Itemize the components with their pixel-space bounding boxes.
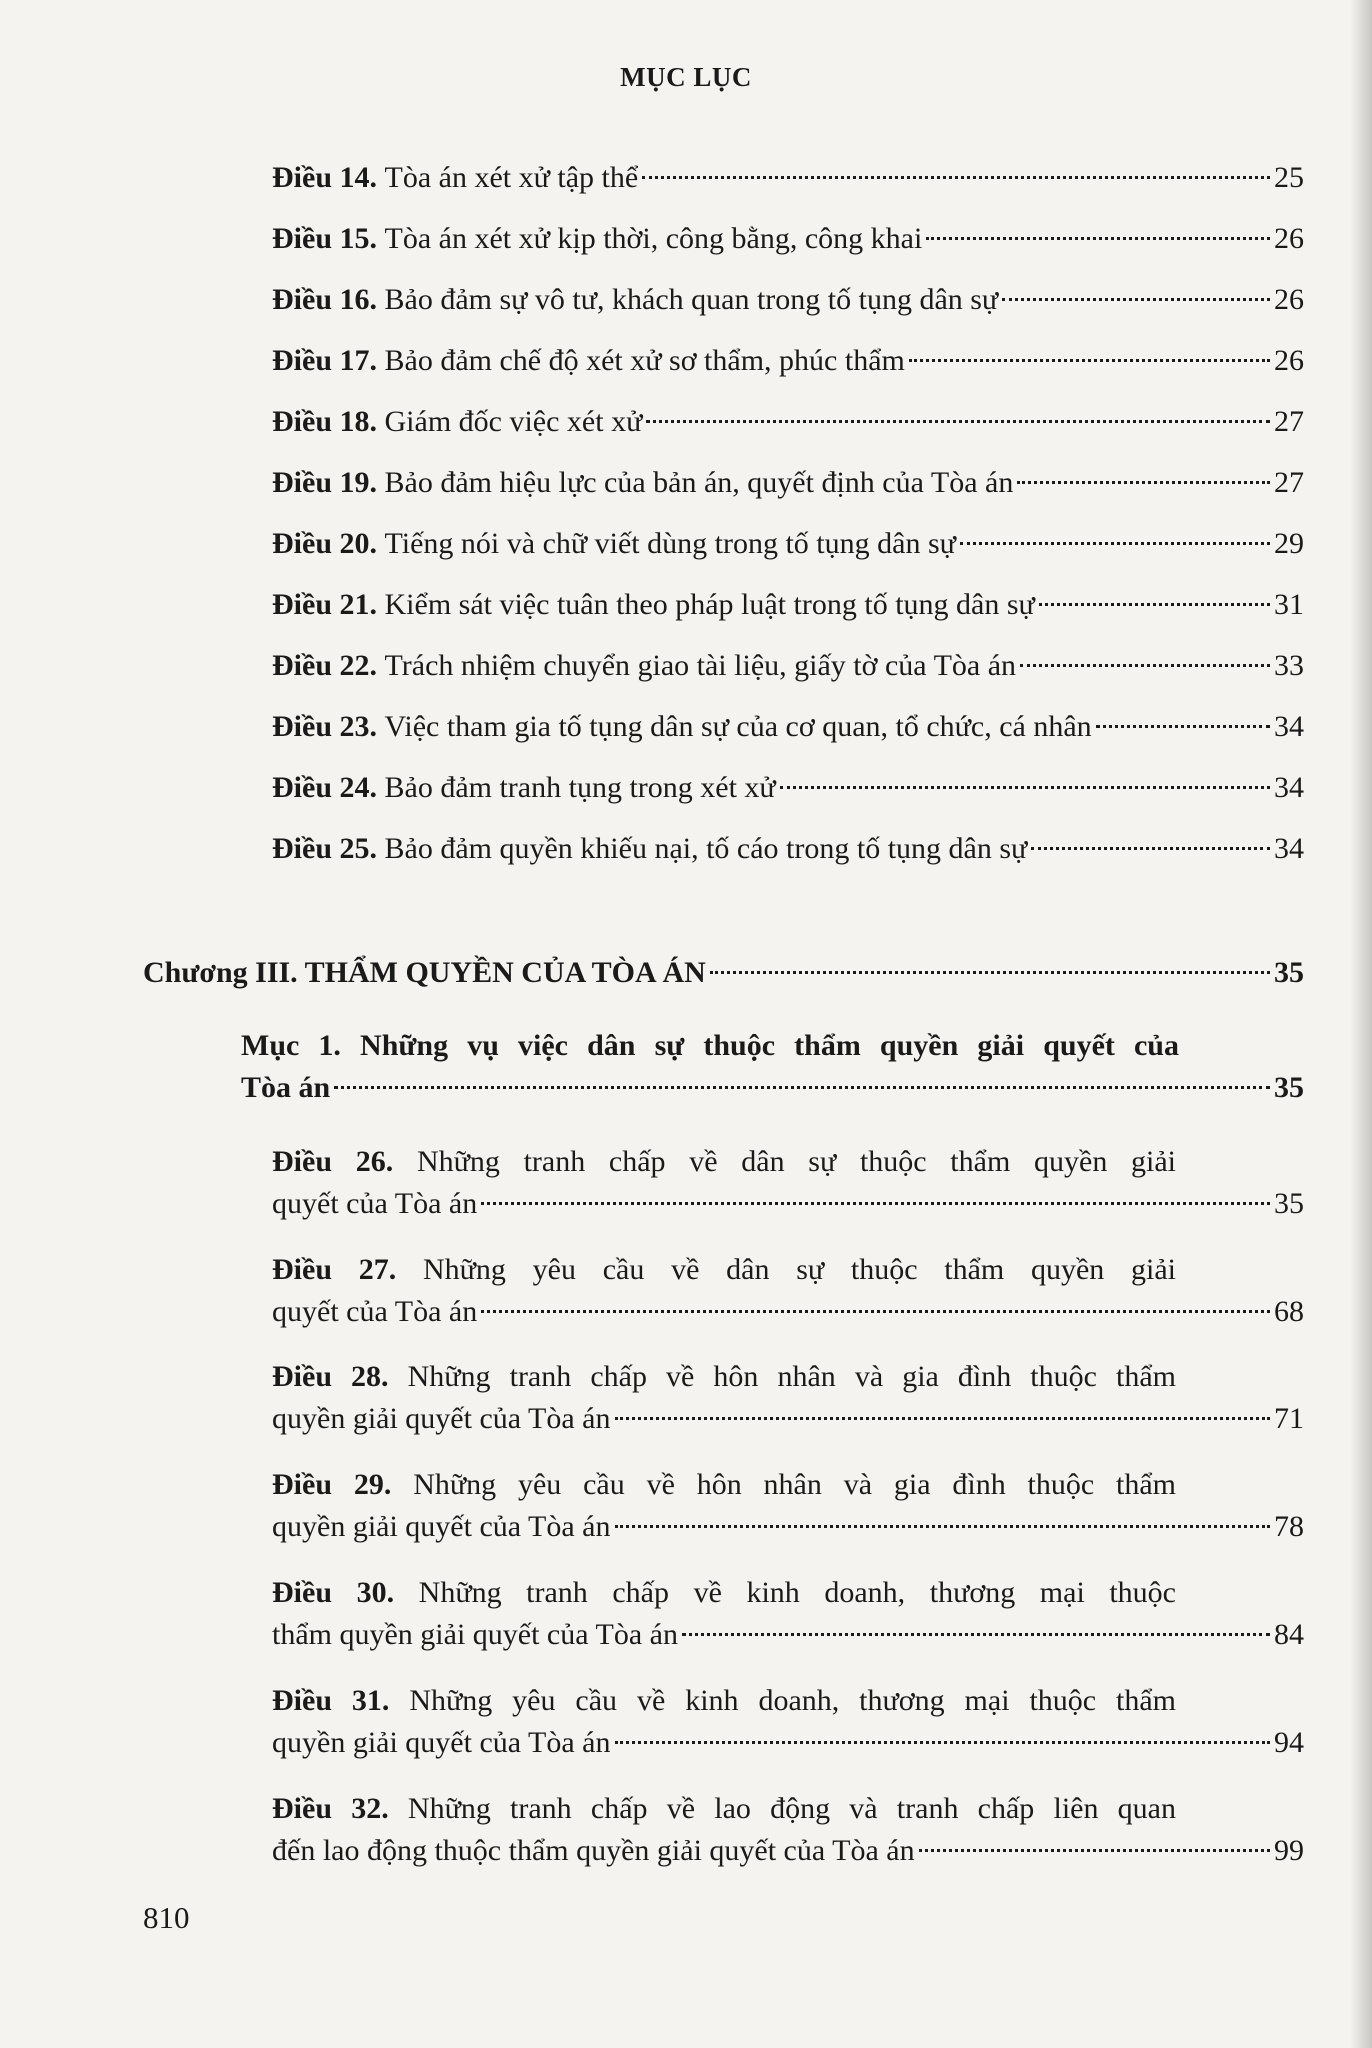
toc-entry [272, 1356, 1304, 1440]
entry-page: 99 [1274, 1834, 1304, 1867]
toc-entry [272, 221, 1304, 257]
dot-leader [710, 971, 1270, 974]
dot-leader [1039, 603, 1270, 606]
toc-entry [272, 160, 1304, 196]
entry-page: 27 [1274, 466, 1304, 499]
page-number: 810 [143, 1900, 190, 1935]
dot-leader [1017, 481, 1270, 484]
entry-label: Điều 28. [272, 1360, 389, 1393]
entry-text: Giám đốc việc xét xử [384, 405, 643, 438]
dot-leader [1002, 298, 1270, 301]
entry-page: 34 [1274, 710, 1304, 743]
entry-label: Điều 23. [272, 710, 377, 743]
entry-label: Điều 32. [272, 1792, 389, 1825]
toc-entry [272, 1572, 1304, 1656]
dot-leader [642, 176, 1270, 179]
entry-text-line2: quyết của Tòa án [272, 1295, 478, 1328]
dot-leader [1031, 847, 1270, 850]
entry-page: 31 [1274, 588, 1304, 621]
entry-text-line2: đến lao động thuộc thẩm quyền giải quyết của Tòa án [272, 1834, 915, 1867]
toc-entry [272, 1249, 1304, 1333]
dot-leader [960, 542, 1270, 545]
entry-text: Trách nhiệm chuyển giao tài liệu, giấy tờ của Tòa án [384, 649, 1017, 682]
chapter-heading [143, 955, 1304, 991]
entry-page: 26 [1274, 283, 1304, 316]
entry-page: 35 [1274, 1187, 1304, 1220]
dot-leader [1020, 664, 1270, 667]
entry-label: Điều 22. [272, 649, 377, 682]
dot-leader [481, 1310, 1270, 1313]
entry-text-line2: quyết của Tòa án [272, 1187, 478, 1220]
entry-text-line2: thẩm quyền giải quyết của Tòa án [272, 1618, 678, 1651]
entry-page: 34 [1274, 832, 1304, 865]
chapter-title: Chương III. THẨM QUYỀN CỦA TÒA ÁN [143, 956, 706, 989]
entry-text-line1: Những yêu cầu về hôn nhân và gia đình thuộc thẩm [413, 1468, 1176, 1501]
dot-leader [615, 1525, 1271, 1528]
entry-page: 68 [1274, 1295, 1304, 1328]
section-title-line1: Mục 1. Những vụ việc dân sự thuộc thẩm quyền giải quyết của [241, 1029, 1179, 1062]
entry-page: 25 [1274, 161, 1304, 194]
entry-label: Điều 20. [272, 527, 377, 560]
toc-entry [272, 343, 1304, 379]
entry-label: Điều 30. [272, 1576, 395, 1609]
entry-label: Điều 31. [272, 1684, 390, 1717]
entry-page: 34 [1274, 771, 1304, 804]
entry-text: Tòa án xét xử tập thể [384, 161, 639, 194]
toc-entry [272, 1464, 1304, 1548]
entry-text-line2: quyền giải quyết của Tòa án [272, 1510, 611, 1543]
section-page: 35 [1274, 1071, 1304, 1104]
entry-text-line1: Những tranh chấp về lao động và tranh chấp liên quan [407, 1792, 1176, 1825]
section-heading [241, 1025, 1304, 1109]
entry-text: Bảo đảm chế độ xét xử sơ thẩm, phúc thẩm [384, 344, 905, 377]
toc-entry [272, 404, 1304, 440]
toc-entry [272, 1680, 1304, 1764]
entry-page: 27 [1274, 405, 1304, 438]
entry-text: Bảo đảm quyền khiếu nại, tố cáo trong tố tụng dân sự [384, 832, 1028, 865]
toc-entry [272, 282, 1304, 318]
entry-text: Bảo đảm sự vô tư, khách quan trong tố tụng dân sự [384, 283, 999, 316]
entry-page: 29 [1274, 527, 1304, 560]
entry-page: 84 [1274, 1618, 1304, 1651]
entry-label: Điều 29. [272, 1468, 392, 1501]
entry-label: Điều 16. [272, 283, 377, 316]
chapter-page: 35 [1274, 956, 1304, 989]
entry-text: Việc tham gia tố tụng dân sự của cơ quan, tổ chức, cá nhân [384, 710, 1092, 743]
entry-label: Điều 27. [272, 1253, 397, 1286]
entry-text: Tòa án xét xử kịp thời, công bằng, công khai [384, 222, 923, 255]
page-title: MỤC LỤC [620, 62, 752, 92]
entry-text-line1: Những yêu cầu về dân sự thuộc thẩm quyền giải [423, 1253, 1177, 1286]
dot-leader [615, 1741, 1271, 1744]
dot-leader [646, 420, 1270, 423]
toc-entry [272, 1788, 1304, 1872]
entry-label: Điều 19. [272, 466, 377, 499]
entry-page: 71 [1274, 1402, 1304, 1435]
entry-page: 33 [1274, 649, 1304, 682]
entry-page: 26 [1274, 344, 1304, 377]
entry-label: Điều 24. [272, 771, 377, 804]
entry-text-line1: Những tranh chấp về kinh doanh, thương mại thuộc [418, 1576, 1177, 1609]
dot-leader [919, 1849, 1270, 1852]
dot-leader [1096, 725, 1270, 728]
dot-leader [926, 237, 1270, 240]
entry-text-line2: quyền giải quyết của Tòa án [272, 1726, 611, 1759]
entry-label: Điều 15. [272, 222, 377, 255]
entry-page: 94 [1274, 1726, 1304, 1759]
entry-label: Điều 26. [272, 1145, 394, 1178]
toc-entry [272, 465, 1304, 501]
toc-entry [272, 1141, 1304, 1225]
dot-leader [780, 786, 1270, 789]
toc-entry [272, 587, 1304, 623]
dot-leader [615, 1417, 1271, 1420]
dot-leader [682, 1633, 1270, 1636]
entry-label: Điều 25. [272, 832, 377, 865]
toc-entry [272, 709, 1304, 745]
entry-label: Điều 18. [272, 405, 377, 438]
entry-label: Điều 17. [272, 344, 377, 377]
entry-text-line1: Những tranh chấp về dân sự thuộc thẩm quyền giải [416, 1145, 1177, 1178]
toc-entry [272, 526, 1304, 562]
entry-text-line1: Những yêu cầu về kinh doanh, thương mại thuộc thẩm [409, 1684, 1177, 1717]
entry-label: Điều 14. [272, 161, 377, 194]
entry-text: Tiếng nói và chữ viết dùng trong tố tụng dân sự [384, 527, 956, 560]
entry-page: 78 [1274, 1510, 1304, 1543]
section-title-line2: Tòa án [241, 1071, 331, 1104]
toc-entry [272, 831, 1304, 867]
dot-leader [481, 1202, 1270, 1205]
toc-entry [272, 770, 1304, 806]
entry-text-line2: quyền giải quyết của Tòa án [272, 1402, 611, 1435]
entry-label: Điều 21. [272, 588, 377, 621]
toc-entry [272, 648, 1304, 684]
entry-page: 26 [1274, 222, 1304, 255]
dot-leader [334, 1086, 1270, 1089]
entry-text: Bảo đảm hiệu lực của bản án, quyết định của Tòa án [384, 466, 1014, 499]
dot-leader [909, 359, 1270, 362]
entry-text-line1: Những tranh chấp về hôn nhân và gia đình thuộc thẩm [407, 1360, 1177, 1393]
entry-text: Kiểm sát việc tuân theo pháp luật trong tố tụng dân sự [384, 588, 1035, 621]
entry-text: Bảo đảm tranh tụng trong xét xử [384, 771, 776, 804]
